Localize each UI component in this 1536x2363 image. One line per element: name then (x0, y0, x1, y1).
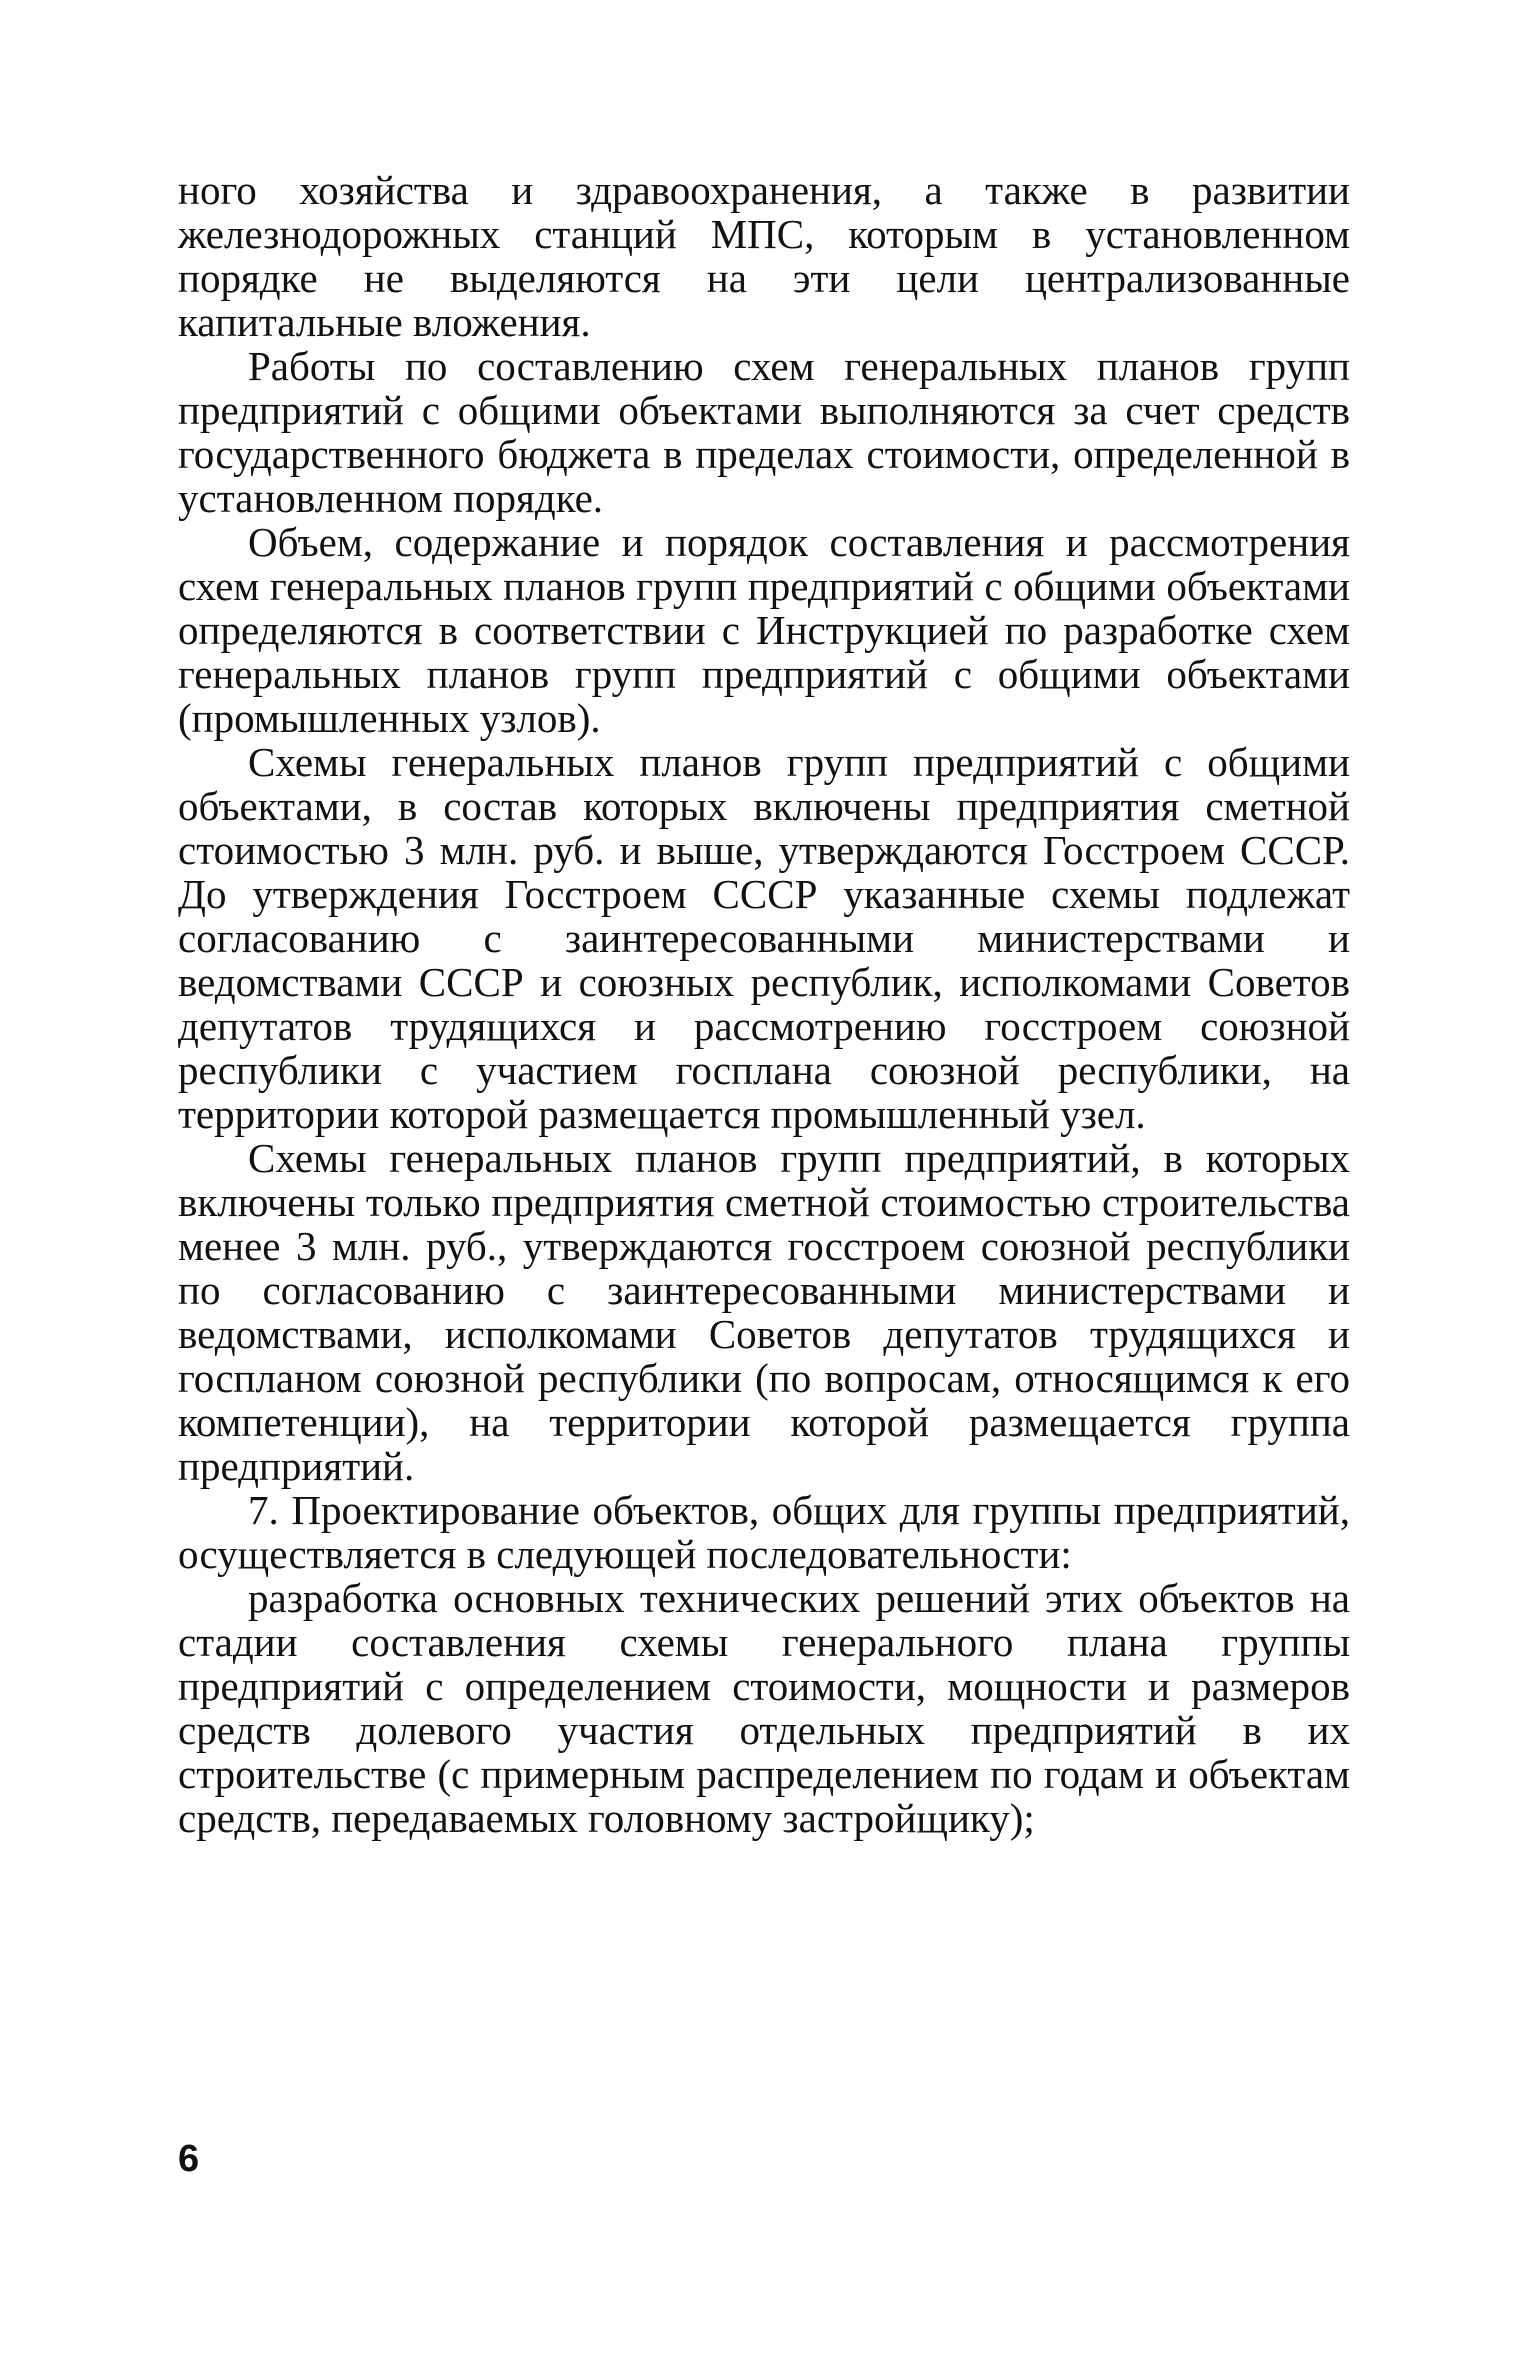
page-body (178, 168, 1350, 1840)
paragraph-approval-small: Схемы генеральных планов групп предприятий, в которых включены только предприятия сметной стоимостью строительства менее 3 млн. руб., утверждаются госстроем союзной республики по согласованию с заинтересованными министерствами и ведомствами, исполкомами Советов депутатов трудящихся и госпланом союзной республики (по вопросам, относящимся к его компетенции), на территории которой размещается группа предприятий. (178, 1135, 1350, 1489)
paragraph-list-item: разработка основных технических решений этих объектов на стадии составления схемы генерального плана группы предприятий с определением стоимости, мощности и размеров средств долевого участия отдельных предприятий в их строительстве (с примерным распределением по годам и объектам средств, передаваемых головному застройщику); (178, 1575, 1350, 1841)
paragraph-continuation: ного хозяйства и здравоохранения, а также в развитии железнодорожных станций МПС, которым в установленном порядке не выделяются на эти цели централизованные капитальные вложения. (178, 167, 1350, 345)
paragraph-section-7: 7. Проектирование объектов, общих для группы предприятий, осуществляется в следующей последовательности: (178, 1487, 1350, 1577)
paragraph-approval-large: Схемы генеральных планов групп предприятий с общими объектами, в состав которых включены предприятия сметной стоимостью 3 млн. руб. и выше, утверждаются Госстроем СССР. До утверждения Госстроем СССР указанные схемы подлежат согласованию с заинтересованными министерствами и ведомствами СССР и союзных республик, исполкомами Советов депутатов трудящихся и рассмотрению госстроем союзной республики с участием госплана союзной республики, на территории которой размещается промышленный узел. (178, 739, 1350, 1137)
page-number: 6 (178, 2138, 200, 2180)
paragraph-scope: Объем, содержание и порядок составления и рассмотрения схем генеральных планов групп предприятий с общими объектами определяются в соответствии с Инструкцией по разработке схем генеральных планов групп предприятий с общими объектами (промышленных узлов). (178, 519, 1350, 741)
paragraph-funding: Работы по составлению схем генеральных планов групп предприятий с общими объектами выполняются за счет средств государственного бюджета в пределах стоимости, определенной в установленном порядке. (178, 343, 1350, 521)
